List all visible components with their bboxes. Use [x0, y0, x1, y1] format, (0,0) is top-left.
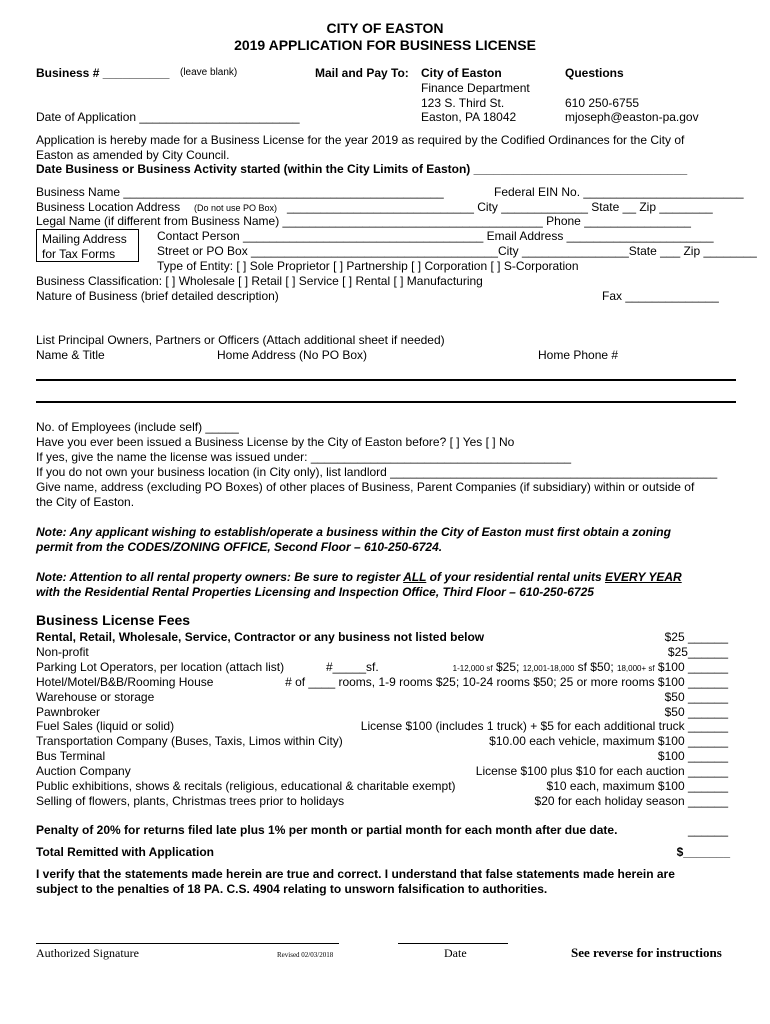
questions-phone: 610 250-6755 [565, 96, 640, 110]
parking-rate-1: $25; [492, 660, 523, 674]
date-of-application-field[interactable]: Date of Application ________________________ [36, 110, 300, 124]
questions-label: Questions [565, 66, 624, 80]
intro-line-2: Easton as amended by City Council. [36, 148, 230, 162]
fee-row-amount[interactable]: License $100 plus $10 for each auction ______ [475, 764, 728, 778]
fee-row-label: Fuel Sales (liquid or solid) [36, 719, 175, 733]
date-label: Date [444, 946, 467, 960]
fee-row-amount[interactable]: $10.00 each vehicle, maximum $100 ______ [489, 734, 728, 748]
fee-row-label: Bus Terminal [36, 749, 106, 763]
questions-email: mjoseph@easton-pa.gov [565, 110, 699, 124]
fee-row-amount[interactable]: $10 each, maximum $100 ______ [546, 779, 728, 793]
fee-row-label: Warehouse or storage [36, 690, 155, 704]
fee-row-amount[interactable]: License $100 (includes 1 truck) + $5 for each additional truck ______ [360, 719, 728, 733]
landlord-field[interactable]: If you do not own your business location (in City only), list landlord _________________________________________________ [36, 465, 718, 479]
date-started-field[interactable]: Date Business or Business Activity started (within the City Limits of Easton) ________________________________ [36, 162, 688, 176]
parking-sf-field[interactable]: #_____sf. [326, 660, 379, 674]
parking-tier-3: 18,000+ sf [617, 664, 655, 673]
penalty-amount-field[interactable]: ______ [687, 823, 728, 837]
fee-row-amount[interactable]: $100 ______ [657, 749, 728, 763]
owners-col-name: Name & Title [36, 348, 105, 362]
hotel-rooms-field[interactable]: # of ____ rooms, 1-9 rooms $25; 10-24 rooms $50; 25 or more rooms $100 ______ [285, 675, 728, 689]
zoning-note-line-1: Note: Any applicant wishing to establish/operate a business within the City of Easton must first obtain a zoning [36, 525, 671, 539]
parking-rates[interactable] [453, 660, 728, 676]
fax-field[interactable]: Fax ______________ [602, 289, 719, 303]
fee-row-label: Public exhibitions, shows & recitals (religious, educational & charitable exempt) [36, 779, 456, 793]
verify-line-1: I verify that the statements made herein are true and correct. I understand that false statements made herein are [36, 867, 675, 881]
revised-date: Revised 02/03/2018 [277, 951, 334, 959]
location-po-note: (Do not use PO Box) [194, 203, 278, 213]
leave-blank-note: (leave blank) [180, 67, 238, 78]
nature-of-business-field[interactable]: Nature of Business (brief detailed description) [36, 289, 279, 303]
street-po-field[interactable]: Street or PO Box _____________________________________City ________________State ___ Zip ________ [157, 244, 757, 258]
owners-heading: List Principal Owners, Partners or Officers (Attach additional sheet if needed) [36, 333, 445, 347]
contact-person-field[interactable]: Contact Person ____________________________________ Email Address ______________________ [157, 229, 714, 243]
parking-tier-1: 1-12,000 sf [452, 664, 493, 673]
fee-row-label: Hotel/Motel/B&B/Rooming House [36, 675, 214, 689]
verify-line-2: subject to the penalties of 18 PA. C.S. 4904 relating to unsworn falsification to authorities. [36, 882, 548, 896]
rental-note-text-a: Note: Attention to all rental property owners: Be sure to register [36, 570, 404, 584]
fee-row-label: Selling of flowers, plants, Christmas trees prior to holidays [36, 794, 345, 808]
fee-row-amount[interactable]: $20 for each holiday season ______ [534, 794, 728, 808]
mailing-box-line-2: for Tax Forms [42, 247, 116, 261]
parking-rate-3: $100 ______ [654, 660, 728, 674]
business-number-field[interactable]: Business # __________ [36, 66, 170, 80]
legal-name-field[interactable]: Legal Name (if different from Business Name) _______________________________________ Phone ________________ [36, 214, 691, 228]
business-name-field[interactable]: Business Name ________________________________________________ [36, 185, 444, 199]
federal-ein-field[interactable]: Federal EIN No. ________________________ [494, 185, 744, 199]
issued-under-field[interactable]: If yes, give the name the license was issued under: _______________________________________ [36, 450, 572, 464]
fees-heading: Business License Fees [36, 612, 191, 628]
owners-col-phone: Home Phone # [538, 348, 619, 362]
mail-line-street: 123 S. Third St. [421, 96, 505, 110]
penalty-text: Penalty of 20% for returns filed late plus 1% per month or partial month for each month after due date. [36, 823, 618, 837]
other-places-line-2: the City of Easton. [36, 495, 135, 509]
owners-col-address: Home Address (No PO Box) [217, 348, 368, 362]
fee-row-label: Parking Lot Operators, per location (attach list) [36, 660, 285, 674]
date-line[interactable] [398, 943, 508, 944]
form-subtitle: 2019 APPLICATION FOR BUSINESS LICENSE [234, 37, 536, 53]
rental-note-every-year: EVERY YEAR [604, 570, 682, 584]
fee-row-label: Auction Company [36, 764, 131, 778]
see-reverse-note: See reverse for instructions [571, 945, 722, 960]
fee-row-amount[interactable]: $50 ______ [664, 690, 728, 704]
classification-options[interactable]: Business Classification: [ ] Wholesale [ ] Retail [ ] Service [ ] Rental [ ] Manufacturing [36, 274, 483, 288]
rental-note-text-b: of your residential rental units [426, 570, 605, 584]
mailing-box-line-1: Mailing Address [42, 232, 127, 246]
entity-type-options[interactable]: Type of Entity: [ ] Sole Proprietor [ ] Partnership [ ] Corporation [ ] S-Corporation [157, 259, 579, 273]
mail-line-city: City of Easton [421, 66, 502, 80]
owner-row-line[interactable] [36, 401, 736, 403]
parking-tier-2: 12,001-18,000 [522, 664, 575, 673]
mail-line-zip: Easton, PA 18042 [421, 110, 517, 124]
other-places-line-1: Give name, address (excluding PO Boxes) of other places of Business, Parent Companies (if subsidiary) within or outside of [36, 480, 695, 494]
total-remitted-label: Total Remitted with Application [36, 845, 214, 859]
rental-note-line-2: with the Residential Rental Properties Licensing and Inspection Office, Third Floor – 610-250-6725 [36, 585, 594, 599]
zoning-note-line-2: permit from the CODES/ZONING OFFICE, Second Floor – 610-250-6724. [36, 540, 443, 554]
fee-row-label: Non-profit [36, 645, 89, 659]
business-location-label: Business Location Address [36, 200, 181, 214]
total-remitted-field[interactable]: $_______ [676, 845, 730, 859]
mail-pay-label: Mail and Pay To: [315, 66, 409, 80]
parking-rate-2: sf $50; [574, 660, 617, 674]
fee-row-amount[interactable]: $50 ______ [664, 705, 728, 719]
employees-field[interactable]: No. of Employees (include self) _____ [36, 420, 239, 434]
authorized-signature-label: Authorized Signature [36, 946, 139, 960]
fee-row-label: Pawnbroker [36, 705, 101, 719]
business-location-field[interactable]: ____________________________ City _____________ State __ Zip ________ [287, 200, 713, 214]
issued-before-question[interactable]: Have you ever been issued a Business License by the City of Easton before? [ ] Yes [ ] No [36, 435, 515, 449]
intro-line-1: Application is hereby made for a Business License for the year 2019 as required by the Codified Ordinances for the City of [36, 133, 685, 147]
mail-line-dept: Finance Department [421, 81, 530, 95]
fee-row-label: Rental, Retail, Wholesale, Service, Contractor or any business not listed below [36, 630, 485, 644]
fee-row-label: Transportation Company (Buses, Taxis, Limos within City) [36, 734, 343, 748]
signature-line[interactable] [36, 943, 339, 944]
fee-row-amount[interactable]: $25 ______ [664, 630, 728, 644]
owner-row-line[interactable] [36, 379, 736, 381]
form-title: CITY OF EASTON [326, 20, 444, 36]
rental-note-all: ALL [403, 570, 427, 584]
fee-row-amount[interactable]: $25______ [667, 645, 728, 659]
rental-note-line-1 [36, 570, 682, 584]
